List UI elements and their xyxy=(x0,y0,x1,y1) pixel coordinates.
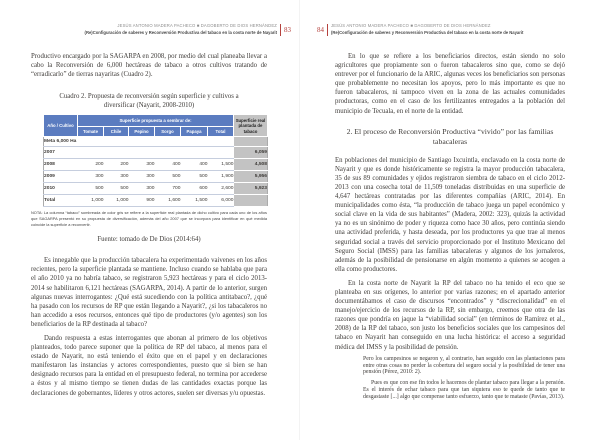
table-row xyxy=(44,159,268,171)
year-cell: 2009 xyxy=(44,171,78,183)
tabaco-cell: 6,059 xyxy=(234,147,268,159)
value-cell: 600 xyxy=(181,183,208,195)
value-cell: 1,000 xyxy=(104,195,129,207)
reconversion-table xyxy=(43,114,268,207)
tabaco-cell xyxy=(234,137,268,147)
table-row xyxy=(44,183,268,195)
table-group-header: Superficie propuesta a sembrar de: xyxy=(78,115,234,127)
block-quote: Pero los campesinos se negaron y, al contrario, han seguido con las plantaciones para entre otras cosas no perder la cobertura del seguro social y la posibilidad de tener una pensión (Pérez, 2010: 2). xyxy=(363,355,565,376)
value-cell xyxy=(78,147,104,159)
value-cell xyxy=(129,147,155,159)
column-header-tomate: Tomate xyxy=(78,127,104,137)
value-cell: 200 xyxy=(104,159,129,171)
paragraph: Dando respuesta a estas interrogantes que abonan al primero de los objetivos planteados, todo parece suponer que la política de RP del tabaco, al menos para el estado de Nayarit, no está teniendo el éxito que en el papel y en declaraciones manifestaron las instancias y actores correspondientes, puesto que si bien se han designado recursos para la entidad en el presupuesto federal, no termina por accederse a éstos y al mismo tiempo se tienen dudas de las cantidades exactas porque las declaraciones de gobernantes, líderes y otros actores, suelen ser diversas y/u opuestas. xyxy=(31,335,267,397)
table-caption: Cuadro 2. Propuesta de reconversión según superficie y cultivos a diversificar (Nayarit, 2008-2010) xyxy=(59,93,239,109)
table-corner-header: Año / Cultivo xyxy=(44,115,78,137)
table-row xyxy=(44,147,268,159)
year-cell: 2007 xyxy=(44,147,78,159)
value-cell: 500 xyxy=(78,183,104,195)
value-cell: 700 xyxy=(155,183,181,195)
table-source: Fuente: tomado de De Dios (2014:64) xyxy=(97,236,201,244)
year-cell: Total xyxy=(44,195,78,207)
running-header-authors: JESÚS ANTONIO MADERA PACHECO ■ DAGOBERTO DE DIOS HERNÁNDEZ xyxy=(331,23,491,28)
page-number-divider xyxy=(280,24,281,36)
value-cell: 900 xyxy=(129,195,155,207)
page-number-divider xyxy=(327,24,328,36)
tabaco-cell xyxy=(234,195,268,207)
value-cell: 6,000 xyxy=(208,195,234,207)
year-cell: 2010 xyxy=(44,183,78,195)
running-header-chapter: (Re)Configuración de saberes y Reconversión Productiva del tabaco en la costa norte de Nayarit xyxy=(331,29,524,35)
column-header-sorgo: Sorgo xyxy=(155,127,181,137)
value-cell: 1,900 xyxy=(208,171,234,183)
tabaco-cell: 4,508 xyxy=(234,159,268,171)
value-cell: 400 xyxy=(181,159,208,171)
page-number: 84 xyxy=(317,25,324,34)
tabaco-cell: 5,923 xyxy=(234,183,268,195)
block-quote: Pues es que con ese fin todos le hacemos de plantar tabaco para llegar a la pensión. Es el interés de echar tabaco para que tan siquiera eso te quede de tanto que te desgastaste [...] algo que compense tanto esfuerzo, tanto que te mataste (Pavías, 2013). xyxy=(363,380,565,401)
table-total-row xyxy=(44,195,268,207)
value-cell xyxy=(155,147,181,159)
value-cell: 1,600 xyxy=(155,195,181,207)
value-cell: 300 xyxy=(129,171,155,183)
paragraph: Productivo encargado por la SAGARPA en 2008, por medio del cual planeaba llevar a cabo la Reconversión de 6,000 hectáreas de tabaco a otros cultivos tratando de “erradicarlo” de tierras nayaritas (Cuadro 2). xyxy=(31,53,267,79)
paragraph: En poblaciones del municipio de Santiago Ixcuintla, enclavado en la costa norte de Nayarit y que es donde históricamente se registra la mayor producción tabacalera, 35 de sus 89 comunidades y ejidos registraron siembra de tabaco en el ciclo 2012-2013 con una cosecha total de 11,509 toneladas distribuidas en una superficie de 4,647 hectáreas contratadas por las diferentes compañías (ARIC, 2014). En municipalidades como ésta, “la producción de tabaco juega un papel económico y social clave en la vida de sus habitantes” (Madera, 2002: 323), quizás la actividad ya no es un sinónimo de poder y riqueza como hace 30 años, pero continúa siendo una actividad preferida, y hasta deseada, por los productores ya que trae al menos seguridad social a través del servicio proporcionado por el Instituto Mexicano del Seguro Social (IMSS) para las familias tabacaleras y algunos de los jornaleros, además de la posibilidad de pensionarse en algún momento a quienes se acogen a ella como productores. xyxy=(335,156,565,273)
meta-cell: Meta 6,000 Ha xyxy=(44,137,234,147)
paragraph: Es innegable que la producción tabacalera ha experimentado vaivenes en los años recientes, pero la superficie plantada se mantiene. Incluso cuando se hablaba que para el año 2010 ya no habría tabaco, se registraron 5,923 hectáreas y para el ciclo 2013-2014 se habilitaron 6,121 hectáreas (SAGARPA, 2014). A partir de lo anterior, surgen algunas nuevas interrogantes: ¿Qué está sucediendo con la política antitabaco?, ¿qué ha pasado con los recursos de RP que están llegando a Nayarit?, ¿si los tabacaleros no han accedido a esos recursos, entonces qué tipo de productores (y/o agentes) son los beneficiarios de la RP destinada al tabaco? xyxy=(31,257,267,328)
column-header-total: Total xyxy=(208,127,234,137)
running-header xyxy=(317,23,523,36)
value-cell: 300 xyxy=(78,171,104,183)
value-cell xyxy=(181,147,208,159)
value-cell: 300 xyxy=(129,159,155,171)
column-header-papaya: Papaya xyxy=(181,127,208,137)
page-number: 83 xyxy=(284,25,291,34)
value-cell: 2,600 xyxy=(208,183,234,195)
value-cell xyxy=(104,147,129,159)
table-note: NOTA: La columna “tabaco” sombreada de color gris se refiere a la superficie real plantada de dicho cultivo para cada uno de los años que SAGARPA presentó en su propuesta de diversificación, además del año 2007 que se incorpora para identificar en qué medida coincide la superficie a reconvertir. xyxy=(31,210,267,227)
table-header-row xyxy=(44,115,268,127)
section-heading: 2. El proceso de Reconversión Productiva “vivido” por las familias tabacaleras xyxy=(346,126,554,146)
running-header-chapter: (Re)Configuración de saberes y Reconversión Productiva del tabaco en la costa norte de Nayarit xyxy=(84,29,277,35)
value-cell: 1,500 xyxy=(208,159,234,171)
running-header-authors: JESÚS ANTONIO MADERA PACHECO ■ DAGOBERTO DE DIOS HERNÁNDEZ xyxy=(117,23,277,28)
paragraph: En la costa norte de Nayarit la RP del tabaco no ha tenido el eco que se planteaba en sus orígenes, lo anterior por varias razones; en el apartado anterior documentábamos el caso de discursos “encontrados” y “discrecionalidad” en el manejo/ejercicio de los recursos de la RP, sin embargo, creemos que otra de las razones que pondría en jaque la “viabilidad social” (en términos de Ramírez et al., 2008) de la RP del tabaco, son justo los beneficios sociales que los campesinos del tabaco en Nayarit han conseguido en una lucha histórica: el acceso a seguridad médica del IMSS y la posibilidad de pensión. xyxy=(335,279,565,351)
column-header-pepino: Pepino xyxy=(129,127,155,137)
value-cell: 500 xyxy=(181,171,208,183)
running-header xyxy=(85,23,291,36)
paragraph: En lo que se refiere a los beneficiarios directos, están siendo no solo agricultores que propiamente son o fueron tabacaleros sino que, como se dejó entrever por el funcionario de la ARIC, algunas veces los beneficiarios son personas que probablemente no necesitan los apoyos, pero lo más importante es que no fueron tabacaleros, ni tampoco viven en la zona de las actuales comunidades productoras, como en el caso de los fertilizantes entregados a la población del municipio de Tecuala, en el norte de la entidad. xyxy=(335,53,565,115)
value-cell: 1,500 xyxy=(181,195,208,207)
column-header-chile: Chile xyxy=(104,127,129,137)
right-page xyxy=(300,0,600,440)
value-cell: 300 xyxy=(129,183,155,195)
table-row xyxy=(44,171,268,183)
table-meta-row xyxy=(44,137,268,147)
tabaco-cell: 5,956 xyxy=(234,171,268,183)
running-header-text xyxy=(331,23,523,36)
year-cell: 2008 xyxy=(44,159,78,171)
running-header-text xyxy=(85,23,277,36)
value-cell xyxy=(208,147,234,159)
value-cell: 1,000 xyxy=(78,195,104,207)
table-tabaco-header: Superficie real plantada de tabaco xyxy=(234,115,268,137)
value-cell: 500 xyxy=(104,183,129,195)
value-cell: 200 xyxy=(78,159,104,171)
value-cell: 300 xyxy=(104,171,129,183)
value-cell: 400 xyxy=(155,159,181,171)
value-cell: 500 xyxy=(155,171,181,183)
